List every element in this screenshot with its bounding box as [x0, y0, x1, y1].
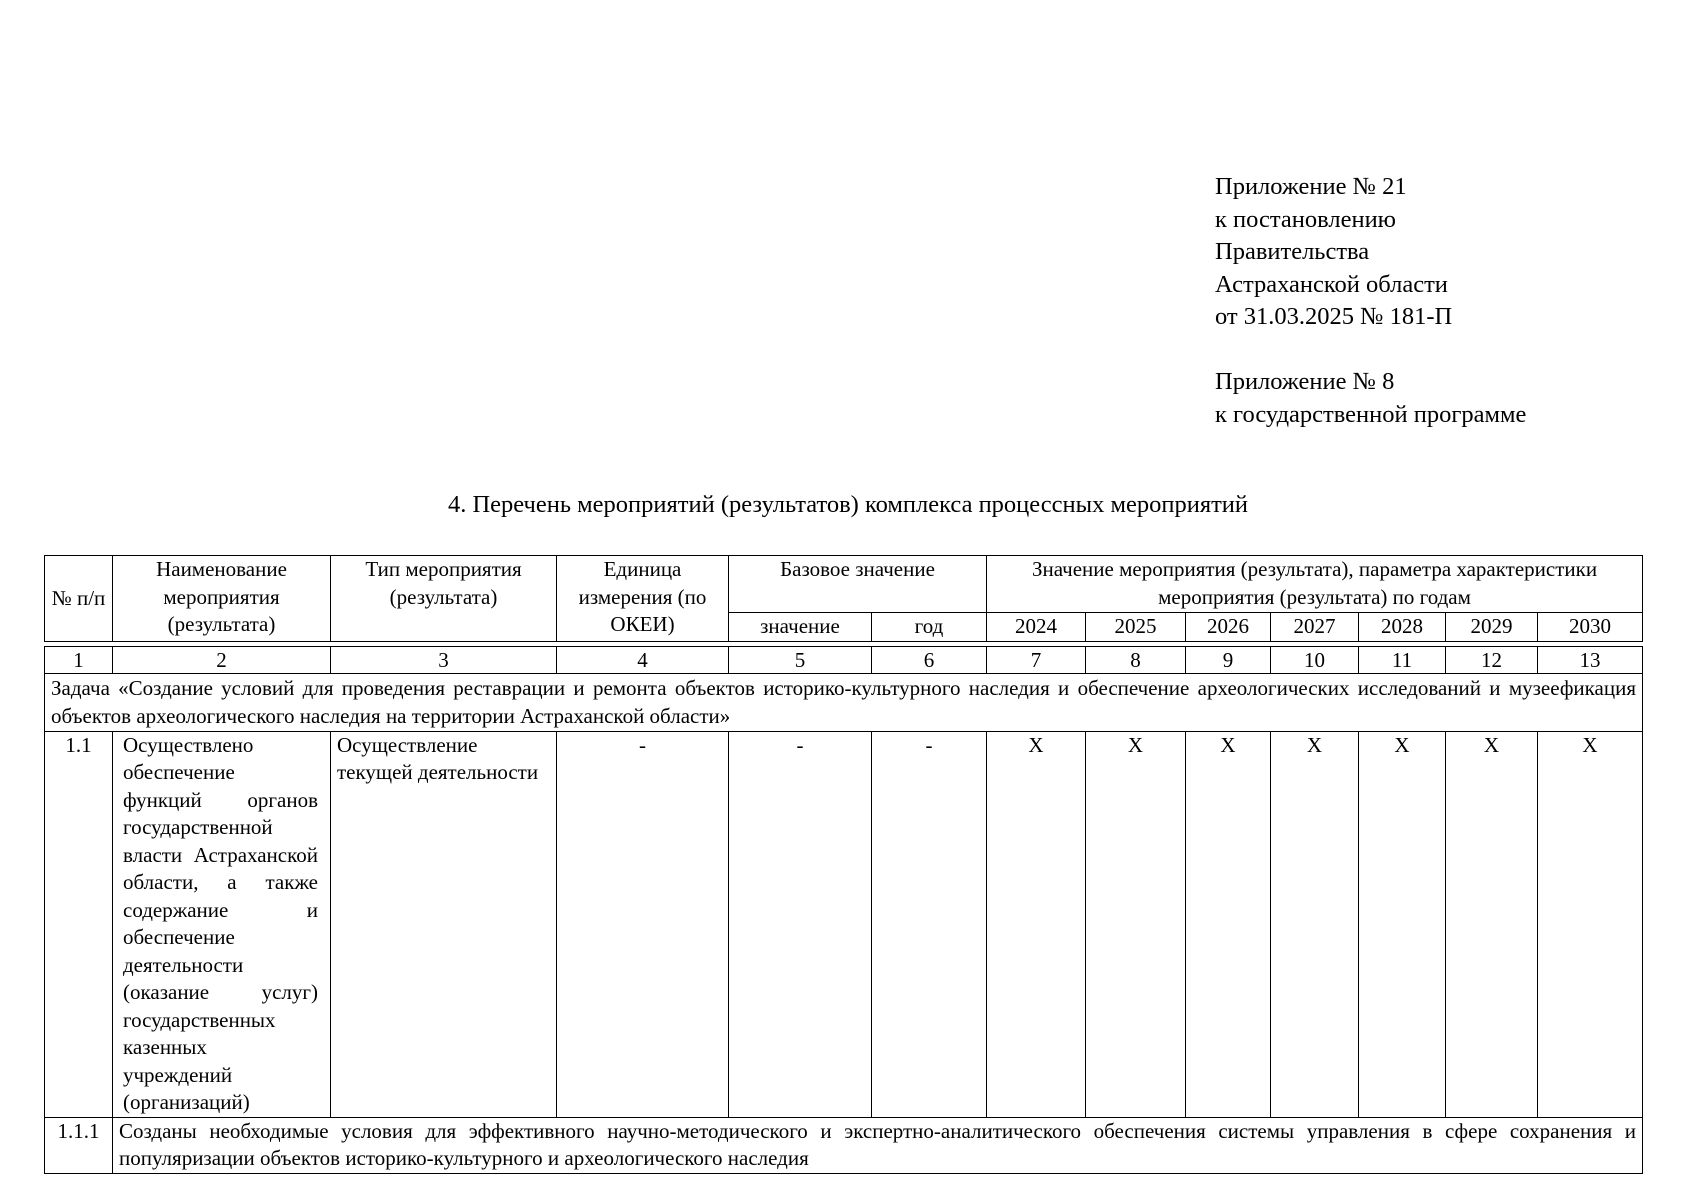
column-number: 8 — [1086, 646, 1186, 673]
header-name: Наименование мероприятия (результата) — [113, 556, 331, 642]
column-number: 5 — [729, 646, 872, 673]
row-name: Осуществлено обеспечение функций органов государственной власти Астраханской области, а также содержание и обеспечение деятельности (оказание услуг) государственных казенных учреждений (организаций) — [113, 731, 331, 1117]
row-base-year: - — [872, 731, 987, 1117]
header-unit: Единица измерения (по ОКЕИ) — [557, 556, 729, 642]
appendix-line: Приложение № 21 — [1215, 173, 1407, 200]
header-year: 2024 — [987, 613, 1086, 642]
row-unit: - — [557, 731, 729, 1117]
table-row — [45, 731, 1643, 1117]
row-year-value: X — [1186, 731, 1271, 1117]
row-year-value: X — [1271, 731, 1359, 1117]
column-number: 1 — [45, 646, 113, 673]
table-row — [45, 1117, 1643, 1173]
header-year: 2025 — [1086, 613, 1186, 642]
header-base: Базовое значение — [729, 556, 987, 613]
column-number: 3 — [331, 646, 557, 673]
appendix-line: Приложение № 8 — [1215, 368, 1395, 395]
column-number: 7 — [987, 646, 1086, 673]
header-year: 2026 — [1186, 613, 1271, 642]
column-number: 10 — [1271, 646, 1359, 673]
header-year: 2029 — [1446, 613, 1538, 642]
row-year-value: X — [987, 731, 1086, 1117]
appendix-line: от 31.03.2025 № 181-П — [1215, 303, 1453, 330]
row-text: Созданы необходимые условия для эффективного научно-методического и экспертно-аналитического обеспечения системы управления в сфере сохранения и популяризации объектов историко-культурного и археологического наследия — [113, 1117, 1643, 1173]
column-number: 13 — [1538, 646, 1643, 673]
column-number: 6 — [872, 646, 987, 673]
header-year: 2030 — [1538, 613, 1643, 642]
column-number: 11 — [1359, 646, 1446, 673]
appendix-line: к государственной программе — [1215, 400, 1527, 428]
appendix-line: Правительства — [1215, 238, 1370, 265]
header-values: Значение мероприятия (результата), параметра характеристики мероприятия (результата) по годам — [987, 556, 1643, 613]
header-base-year: год — [872, 613, 987, 642]
column-number: 4 — [557, 646, 729, 673]
header-num: № п/п — [45, 556, 113, 642]
column-number: 2 — [113, 646, 331, 673]
row-num: 1.1.1 — [45, 1117, 113, 1173]
header-base-value: значение — [729, 613, 872, 642]
document-title: 4. Перечень мероприятий (результатов) комплекса процессных мероприятий — [447, 491, 1249, 518]
task-text: Задача «Создание условий для проведения реставрации и ремонта объектов историко-культурного наследия и обеспечение археологических исследований и музеефикация объектов археологического наследия на территории Астраханской области» — [45, 673, 1643, 731]
header-type: Тип мероприятия (результата) — [331, 556, 557, 642]
header-year: 2027 — [1271, 613, 1359, 642]
row-year-value: X — [1538, 731, 1643, 1117]
row-year-value: X — [1359, 731, 1446, 1117]
measures-table — [44, 555, 1643, 1174]
column-number: 9 — [1186, 646, 1271, 673]
task-row — [45, 673, 1643, 731]
row-year-value: X — [1446, 731, 1538, 1117]
column-number: 12 — [1446, 646, 1538, 673]
header-year: 2028 — [1359, 613, 1446, 642]
row-year-value: X — [1086, 731, 1186, 1117]
appendix-line: к постановлению — [1215, 205, 1396, 233]
appendix-block — [1215, 171, 1526, 431]
row-num: 1.1 — [45, 731, 113, 1117]
appendix-line: Астраханской области — [1215, 270, 1448, 298]
column-numbers-row — [45, 646, 1643, 673]
row-type: Осуществление текущей деятельности — [331, 731, 557, 1117]
row-base-value: - — [729, 731, 872, 1117]
